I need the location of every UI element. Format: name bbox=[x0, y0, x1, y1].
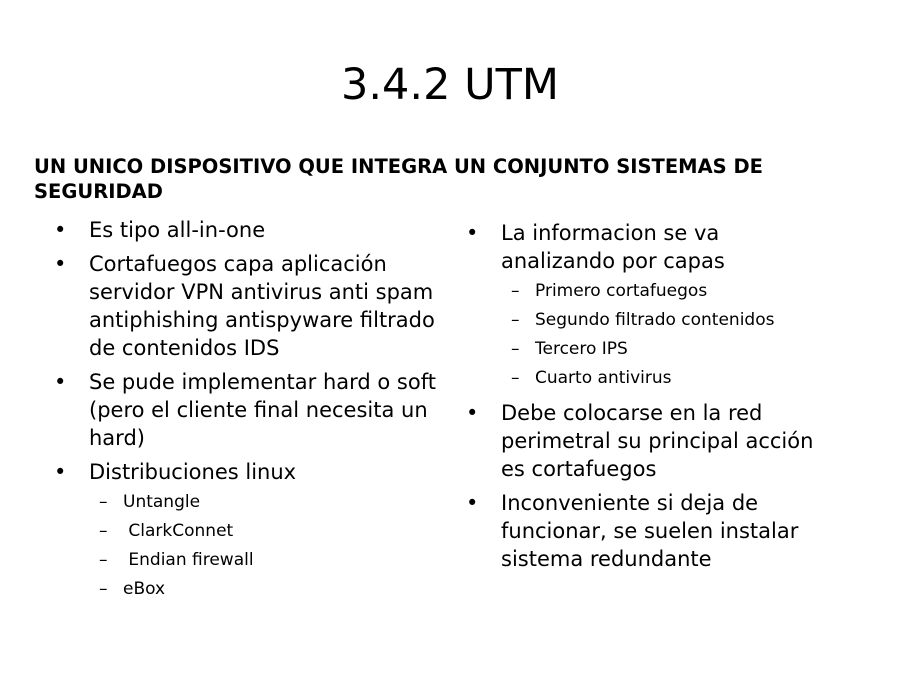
dash-icon: – bbox=[99, 579, 108, 599]
slide-subtitle: UN UNICO DISPOSITIVO QUE INTEGRA UN CONJUNTO SISTEMAS DE SEGURIDAD bbox=[34, 155, 764, 203]
bullet-icon: • bbox=[466, 491, 479, 515]
left-column-list bbox=[54, 216, 454, 610]
dash-icon: – bbox=[99, 521, 108, 541]
dash-icon: – bbox=[511, 281, 520, 301]
sub-list bbox=[89, 488, 454, 604]
sub-list-item-text: ClarkConnet bbox=[123, 521, 234, 541]
slide-title: 3.4.2 UTM bbox=[341, 60, 559, 110]
list-item-text: Se pude implementar hard o soft (pero el cliente final necesita un hard) bbox=[89, 370, 436, 450]
bullet-icon: • bbox=[466, 401, 479, 425]
list-item bbox=[54, 216, 454, 244]
sub-list-item bbox=[466, 306, 866, 335]
sub-list bbox=[501, 277, 866, 393]
sub-list-item bbox=[466, 277, 866, 306]
list-item-text: Debe colocarse en la red perimetral su principal acción es cortafuegos bbox=[501, 401, 814, 481]
list-item-text: Inconveniente si deja de funcionar, se suelen instalar sistema redundante bbox=[501, 491, 799, 571]
dash-icon: – bbox=[511, 310, 520, 330]
sub-list-item bbox=[54, 517, 454, 546]
list-item bbox=[54, 250, 454, 362]
sub-list-item-text: eBox bbox=[123, 579, 166, 599]
sub-list-item bbox=[54, 575, 454, 604]
sub-list-item bbox=[54, 546, 454, 575]
bullet-icon: • bbox=[466, 221, 479, 245]
list-item bbox=[466, 219, 866, 393]
bullet-icon: • bbox=[54, 252, 67, 276]
dash-icon: – bbox=[99, 550, 108, 570]
list-item-text: La informacion se va analizando por capas bbox=[501, 221, 725, 273]
bullet-icon: • bbox=[54, 218, 67, 242]
sub-list-item-text: Endian firewall bbox=[123, 550, 254, 570]
sub-list-item-text: Tercero IPS bbox=[535, 339, 628, 359]
sub-list-item-text: Untangle bbox=[123, 492, 201, 512]
sub-list-item-text: Cuarto antivirus bbox=[535, 368, 672, 388]
dash-icon: – bbox=[511, 339, 520, 359]
list-item-text: Es tipo all-in-one bbox=[89, 218, 266, 242]
sub-list-item bbox=[466, 335, 866, 364]
list-item bbox=[54, 368, 454, 452]
sub-list-item-text: Primero cortafuegos bbox=[535, 281, 708, 301]
sub-list-item bbox=[54, 488, 454, 517]
dash-icon: – bbox=[99, 492, 108, 512]
bullet-icon: • bbox=[54, 460, 67, 484]
dash-icon: – bbox=[511, 368, 520, 388]
list-item bbox=[54, 458, 454, 604]
sub-list-item-text: Segundo filtrado contenidos bbox=[535, 310, 775, 330]
bullet-icon: • bbox=[54, 370, 67, 394]
list-item-text: Cortafuegos capa aplicación servidor VPN antivirus anti spam antiphishing antispyware filtrado de contenidos IDS bbox=[89, 252, 435, 360]
list-item-text: Distribuciones linux bbox=[89, 460, 297, 484]
list-item bbox=[466, 489, 866, 573]
list-item bbox=[466, 399, 866, 483]
right-column-list bbox=[466, 219, 866, 579]
sub-list-item bbox=[466, 364, 866, 393]
